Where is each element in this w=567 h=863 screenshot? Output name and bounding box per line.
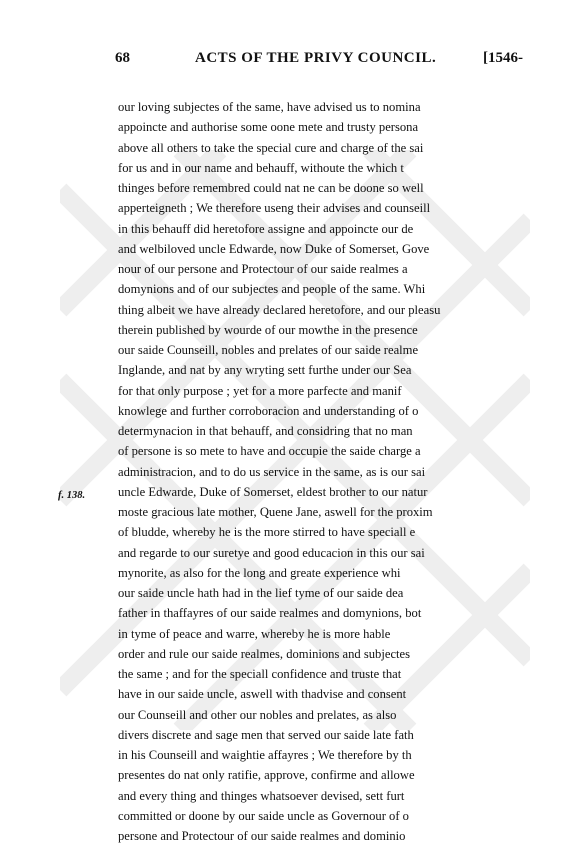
text-line: father in thaffayres of our saide realmes and domynions, bot [118,606,422,621]
text-line: of bludde, whereby he is the more stirred to have speciall e [118,525,416,540]
folio-margin-note: f. 138. [58,490,86,501]
text-line: the same ; and for the speciall confidence and truste that [118,667,402,681]
text-line: our saide uncle hath had in the lief tyme of our saide dea [118,586,404,600]
text-line: in his Counseill and waightie affayres ; We therefore by th [118,748,412,762]
text-line: in tyme of peace and warre, whereby he is more hable [118,626,391,641]
text-line: and every thing and thinges whatsoever devised, sett furt [118,788,405,803]
text-line: Inglande, and nat by any wryting sett furthe under our Sea [118,363,412,378]
text-line: order and rule our saide realmes, dominions and subjectes [118,646,411,661]
text-line: knowlege and further corroboracion and understanding of o [118,403,419,418]
text-line: divers discrete and sage men that served our saide late fath [118,727,414,742]
text-line: thinges before remembred could nat ne can be doone so well [118,181,424,195]
text-line: mynorite, as also for the long and greate experience whi [118,565,401,580]
text-line: in this behauff did heretofore assigne and appoincte our de [118,221,414,236]
text-line: uncle Edwarde, Duke of Somerset, eldest brother to our natur [118,484,428,499]
running-title: ACTS OF THE PRIVY COUNCIL. [195,50,437,66]
text-line: our Counseill and other our nobles and prelates, as also [118,707,397,722]
text-line: thing albeit we have already declared heretofore, and our pleasu [118,302,441,317]
text-line: have in our saide uncle, aswell with thadvise and consent [118,687,407,702]
text-line: administracion, and to do us service in the same, as is our sai [118,464,426,479]
text-line: appoincte and authorise some oone mete and trusty persona [118,120,419,135]
text-line: our loving subjectes of the same, have advised us to nomina [118,100,421,114]
text-line: and welbiloved uncle Edwarde, now Duke of Somerset, Gove [118,241,430,256]
text-line: presentes do nat only ratifie, approve, confirme and allowe [118,768,415,783]
text-line: apperteigneth ; We therefore useng their advises and counseill [118,201,431,216]
text-line: and regarde to our suretye and good educacion in this our sai [118,545,425,560]
text-line: therein published by wourde of our mowthe in the presence [118,322,418,337]
text-line: for us and in our name and behauff, withoute the which t [118,160,404,175]
page-number: 68 [115,50,130,66]
text-line: of persone is so mete to have and occupie the saide charge a [118,444,421,459]
page-header [115,50,567,74]
text-line: committed or doone by our saide uncle as Governour of o [118,808,409,823]
text-line: for that only purpose ; yet for a more parfecte and manif [118,383,402,398]
year-range: [1546- [483,50,523,66]
text-line: persone and Protectour of our saide realmes and dominio [118,829,406,843]
text-line: nour of our persone and Protectour of our saide realmes a [118,262,408,276]
text-line: determynacion in that behauff, and considring that no man [118,424,413,438]
text-line: moste gracious late mother, Quene Jane, aswell for the proxim [118,505,433,519]
body-text [118,97,567,846]
text-line: above all others to take the special cure and charge of the sai [118,140,424,155]
text-line: our saide Counseill, nobles and prelates of our saide realme [118,343,419,357]
text-line: domynions and of our subjectes and people of the same. Whi [118,282,426,297]
